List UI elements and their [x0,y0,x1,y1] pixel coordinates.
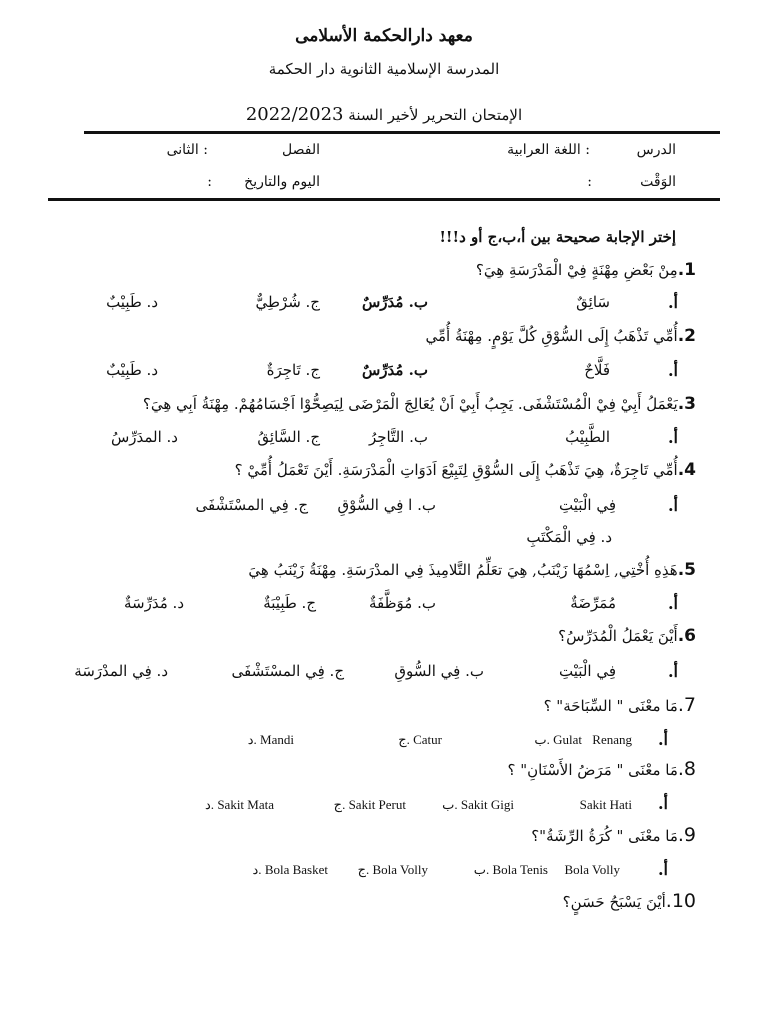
option-d[interactable]: Bola Basket .د [252,862,328,877]
question-text: مِنْ بَعْضِ مِهْنَةٍ فِيْ الْمَدْرَسَةِ هِيَ؟ [475,261,678,279]
option-b[interactable]: Bola Tenis .ب [473,862,548,877]
option-d[interactable]: د. مُدَرِّسَةٌ [124,594,184,612]
question-number: 10. [665,890,696,912]
question-10 [563,890,696,912]
question-text: أُمِّي تَاجِرَةٌ، هِيَ تَذْهَبُ إِلَى السُّوْقِ لِتَبِيْعَ اَدَوَاتِ الْمَدْرَسَةِ. أَيْنَ تَعْمَلُ أُمِّيْ ؟ [234,461,678,479]
option-c[interactable]: ج. تَاجِرَةٌ [266,361,320,379]
subject-value: : اللغة العرابية [507,142,590,158]
option-d[interactable]: Mandi .د [247,732,294,747]
option-b[interactable]: Gulat .ب [534,732,582,747]
question-4 [235,460,696,480]
question-text: مَا معْنَى " كُرَةُ الرِّشَةُ"؟ [531,827,678,845]
exam-year: 2022/2023 [245,104,344,125]
school-name: المدرسة الإسلامية الثانوية دار الحكمة [268,60,500,78]
option-b[interactable]: ب. مُدَرِّسٌ [361,293,428,311]
option-a[interactable]: مُمَرِّضَةٌ [570,594,616,612]
option-a[interactable]: فِي الْبَيْتِ [559,662,616,680]
option-d[interactable]: Sakit Mata .د [205,797,274,812]
option-a[interactable]: فِي الْبَيْتِ [559,496,616,514]
option-d[interactable]: د. المدَرِّسُ [110,428,178,446]
header-rule-bottom [48,198,720,201]
exam-title-line [0,104,768,125]
question-text: أُمِّي تَذْهَبُ إِلَى السُّوْقِ كُلَّ يَوْمٍ. مِهْنَةُ أُمِّي [425,327,678,345]
question-text: يَعْمَلُ أَبِيْ فِيْ الْمُسْتَشْفَى. يَجِبُ أَبِيْ اَنْ يُعَالِجَ الْمَرْضَى لِيَصِحُّوْا اَجْسَامُهُمْ. مِهْنَةُ اَبِي هِيَ؟ [142,395,678,413]
date-label: اليوم والتاريخ [244,174,320,190]
question-number: 9. [677,824,696,846]
option-a[interactable]: Bola Volly [564,862,620,877]
option-b[interactable]: ب. التَّاجِرُ [368,428,428,446]
question-number: 4. [677,460,696,480]
question-number: 2. [677,326,696,346]
question-text: أَيْنَ يَعْمَلُ الْمُدَرِّسُ؟ [558,627,678,645]
option-marker: أ. [657,860,668,879]
option-marker: أ. [657,730,668,749]
question-5 [248,560,696,580]
option-d[interactable]: د. طَبِيْبٌ [106,361,158,379]
option-a[interactable]: Renang [592,732,632,747]
option-a[interactable]: فَلَّاحٌ [584,361,610,379]
question-2 [425,326,696,346]
date-value: : [207,174,212,190]
header-rule-top [84,131,720,134]
option-d[interactable]: د. فِي الْمَكْتَبِ [526,528,612,546]
option-c[interactable]: ج. السَّائِقُ [257,428,320,446]
question-number: 1. [677,260,696,280]
class-label: الفصل [282,142,320,158]
option-c[interactable]: ج. شُرْطِيٌّ [255,293,320,311]
question-text: مَا معْنَى " مَرَضُ الأَسْنَانِ" ؟ [507,761,678,779]
question-text: مَا معْنَى " السِّبَاحَة" ؟ [543,697,678,715]
option-b[interactable]: ب. فِي السُّوقِ [394,662,484,680]
time-label: الوَقْت [640,174,676,190]
question-8 [508,758,697,780]
option-c[interactable]: Bola Volly .ج [357,862,428,877]
question-number: 7. [677,694,696,716]
subject-label: الدرس [636,142,676,158]
option-marker: أ. [667,293,678,312]
option-b[interactable]: Sakit Gigi .ب [442,797,514,812]
option-a[interactable]: سَائِقٌ [576,293,610,311]
question-9 [531,824,696,846]
option-marker: أ. [657,794,668,813]
question-3 [143,394,696,414]
exam-title: الإمتحان التحرير لأخير السنة [348,106,523,124]
option-b[interactable]: ب. ا فِي السُّوْقِ [337,496,436,514]
option-marker: أ. [667,662,678,681]
option-b[interactable]: ب. مُوَظَّفَةٌ [368,594,436,612]
class-value: : الثانى [166,142,208,158]
question-number: 6. [677,626,696,646]
option-marker: أ. [667,361,678,380]
option-c[interactable]: ج. فِي المسْتَشْفَى [231,662,344,680]
option-c[interactable]: ج. فِي المسْتَشْفَى [195,496,308,514]
question-number: 3. [677,394,696,414]
option-c[interactable]: Catur .ج [398,732,442,747]
question-text: هَذِهِ أُخْتِي, اِسْمُهَا زَيْنَبُ, هِيَ تعَلِّمُ التَّلامِيذَ فِي المدْرَسَةِ. مِهْنَةُ زَيْنَبُ هِيَ [248,561,678,579]
option-c[interactable]: Sakit Perut .ج [333,797,406,812]
question-number: 8. [677,758,696,780]
option-d[interactable]: د. فِي المدْرَسَة [74,662,168,680]
question-1 [476,260,696,280]
question-6 [558,626,696,646]
option-marker: أ. [667,496,678,515]
option-marker: أ. [667,594,678,613]
option-marker: أ. [667,428,678,447]
question-7 [544,694,696,716]
time-value: : [587,174,592,190]
option-d[interactable]: د. طَبِيْبٌ [106,293,158,311]
option-b[interactable]: ب. مُدَرِّسٌ [361,361,428,379]
option-a[interactable]: Sakit Hati [579,797,632,812]
instruction: إختر الإجابة صحيحة بين أ،ب،ج أو د!!! [439,228,676,246]
option-c[interactable]: ج. طَبِيْبَةٌ [263,594,316,612]
question-text: أيْنَ يَسْبَحُ حَسَنٍ؟ [562,893,666,911]
institute-name: معهد دارالحكمة الأسلامى [295,26,473,46]
option-a[interactable]: الطَّبِيْبُ [565,428,610,446]
question-number: 5. [677,560,696,580]
